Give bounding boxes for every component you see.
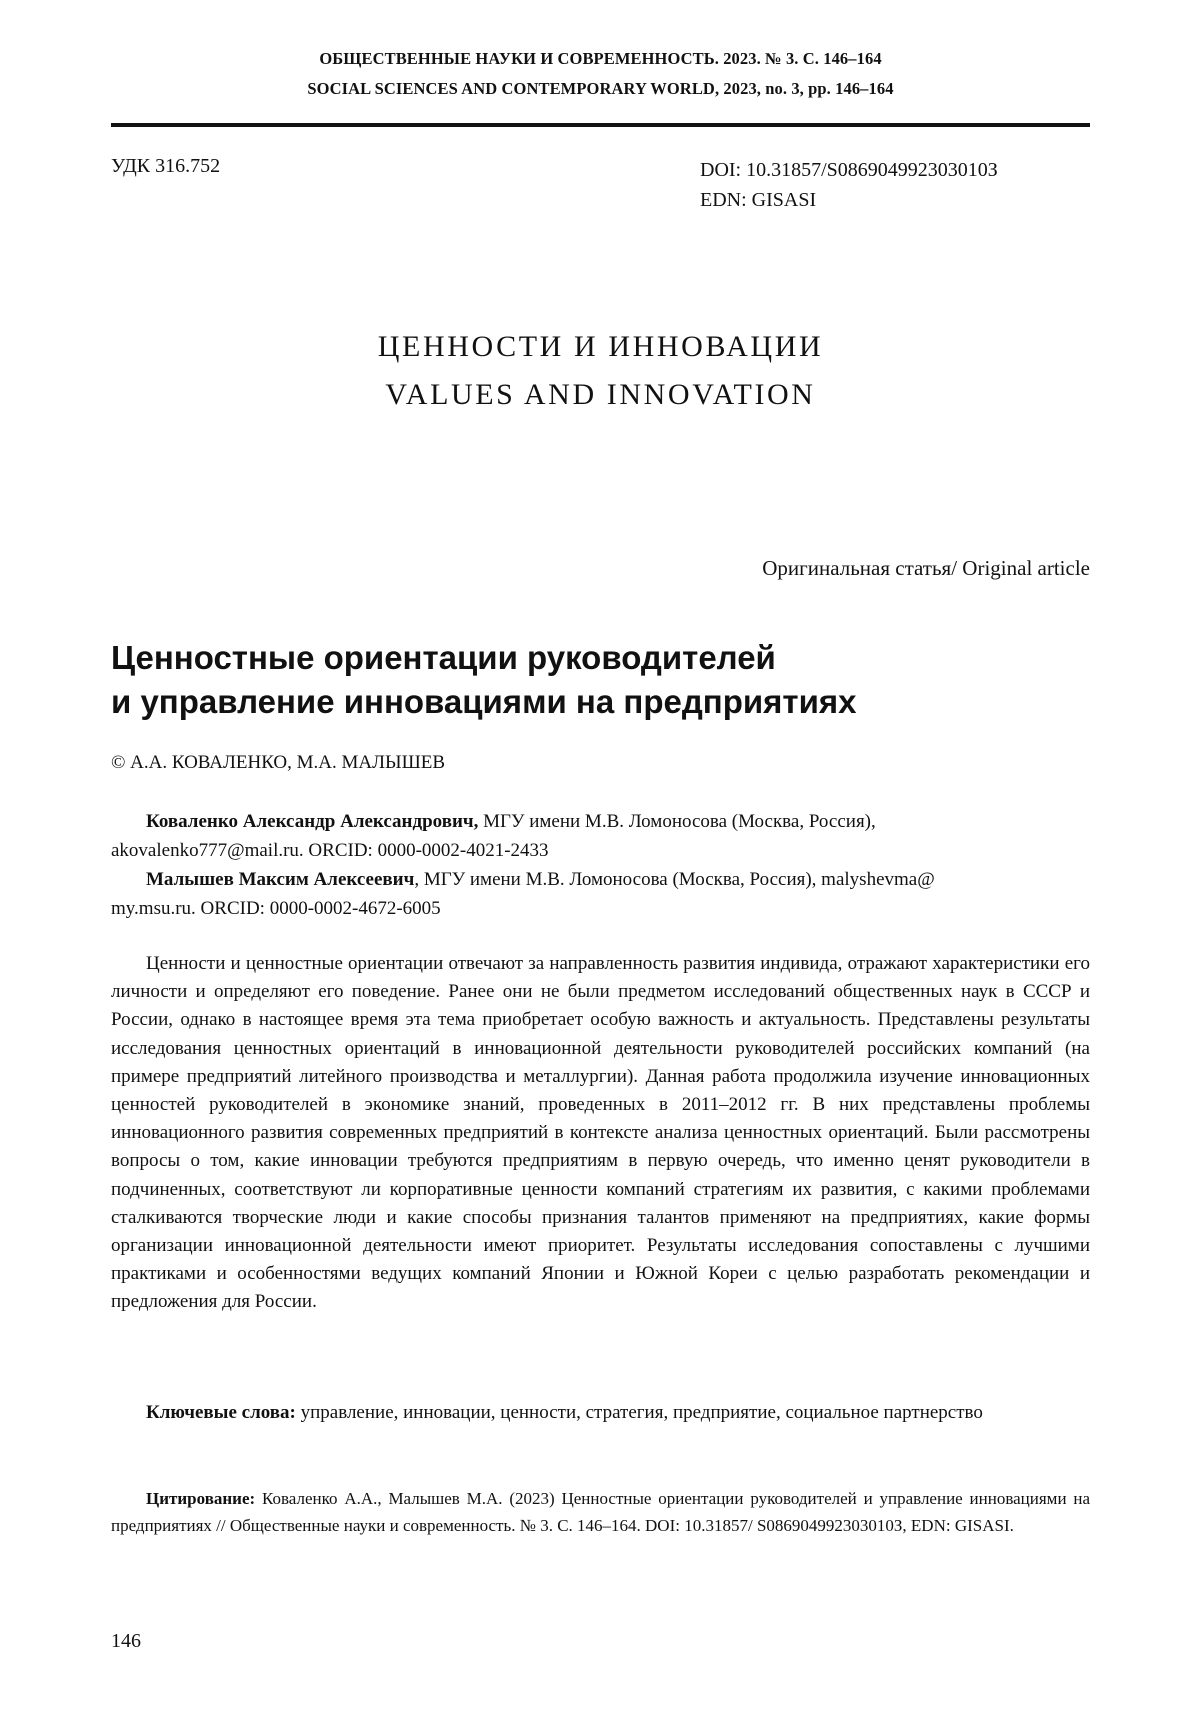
title-line-1: Ценностные ориентации руководителей	[111, 639, 776, 676]
article-title	[111, 636, 1090, 724]
edn: EDN: GISASI	[700, 189, 817, 211]
citation-label: Цитирование:	[146, 1489, 256, 1508]
journal-header-en: SOCIAL SCIENCES AND CONTEMPORARY WORLD, 2023, no. 3, pp. 146–164	[307, 79, 894, 98]
author-name: Коваленко Александр Александрович,	[146, 811, 479, 832]
author-contact: my.msu.ru. ORCID: 0000-0002-4672-6005	[111, 898, 441, 919]
citation	[111, 1485, 1090, 1539]
journal-header-ru: ОБЩЕСТВЕННЫЕ НАУКИ И СОВРЕМЕННОСТЬ. 2023. № 3. С. 146–164	[319, 49, 882, 68]
title-line-2: и управление инновациями на предприятиях	[111, 683, 857, 720]
keywords-text: управление, инновации, ценности, стратегия, предприятие, социальное партнерство	[295, 1402, 983, 1423]
article-type: Оригинальная статья/ Original article	[762, 556, 1090, 580]
doi: DOI: 10.31857/S086904992303010З	[700, 159, 998, 181]
udk-code: УДК 316.752	[111, 155, 221, 177]
author-info-1	[111, 807, 1090, 865]
paper-page	[111, 0, 1090, 1710]
rubric-en: VALUES AND INNOVATION	[385, 378, 816, 411]
page-number: 146	[111, 1630, 141, 1652]
rubric-ru: ЦЕННОСТИ И ИННОВАЦИИ	[377, 330, 824, 363]
author-affiliation: , МГУ имени М.В. Ломоносова (Москва, Россия), malyshevma@	[414, 869, 935, 890]
identifiers	[700, 155, 998, 215]
author-info-2	[111, 865, 1090, 923]
authors-line: © А.А. КОВАЛЕНКО, М.А. МАЛЫШЕВ	[111, 752, 446, 773]
author-affiliation: МГУ имени М.В. Ломоносова (Москва, Россия),	[478, 811, 876, 832]
keywords-label: Ключевые слова:	[146, 1402, 296, 1423]
abstract: Ценности и ценностные ориентации отвечают за направленность развития индивида, отражают характеристики его личности и определяют его поведение. Ранее они не были предметом исследований общественных наук в СССР и России, однако в настоящее время эта тема приобретает особую важность и актуальность. Представлены результаты исследования ценностных ориентаций в инновационной деятельности руководителей российских компаний (на примере предприятий литейного производства и металлургии). Данная работа продолжила изучение инновационных ценностей руководителей в экономике знаний, проведенных в 2011–2012 гг. В них представлены проблемы инновационного развития современных предприятий в контексте анализа ценностных ориентаций. Были рассмотрены вопросы о том, какие инновации требуются предприятиям в первую очередь, что именно ценят руководители в подчиненных, соответствуют ли корпоративные ценности компаний стратегиям их развития, с какими проблемами сталкиваются творческие люди и какие способы признания талантов применяют на предприятиях, какие формы организации инновационной деятельности имеют приоритет. Результаты исследования сопоставлены с лучшими практиками и особенностями ведущих компаний Японии и Южной Кореи с целью разработать рекомендации и предложения для России.	[111, 953, 1090, 1313]
author-name: Малышев Максим Алексеевич	[146, 869, 415, 890]
author-contact: akovalenko777@mail.ru. ORCID: 0000-0002-4021-2433	[111, 840, 549, 861]
citation-text: Коваленко А.А., Малышев М.А. (2023) Ценностные ориентации руководителей и управление инновациями на предприятиях // Общественные науки и современность. № 3. С. 146–164. DOI: 10.31857/ S086904992303010З, EDN: GISASI.	[111, 1489, 1090, 1535]
header-rule	[111, 123, 1090, 127]
keywords	[111, 1399, 1090, 1427]
